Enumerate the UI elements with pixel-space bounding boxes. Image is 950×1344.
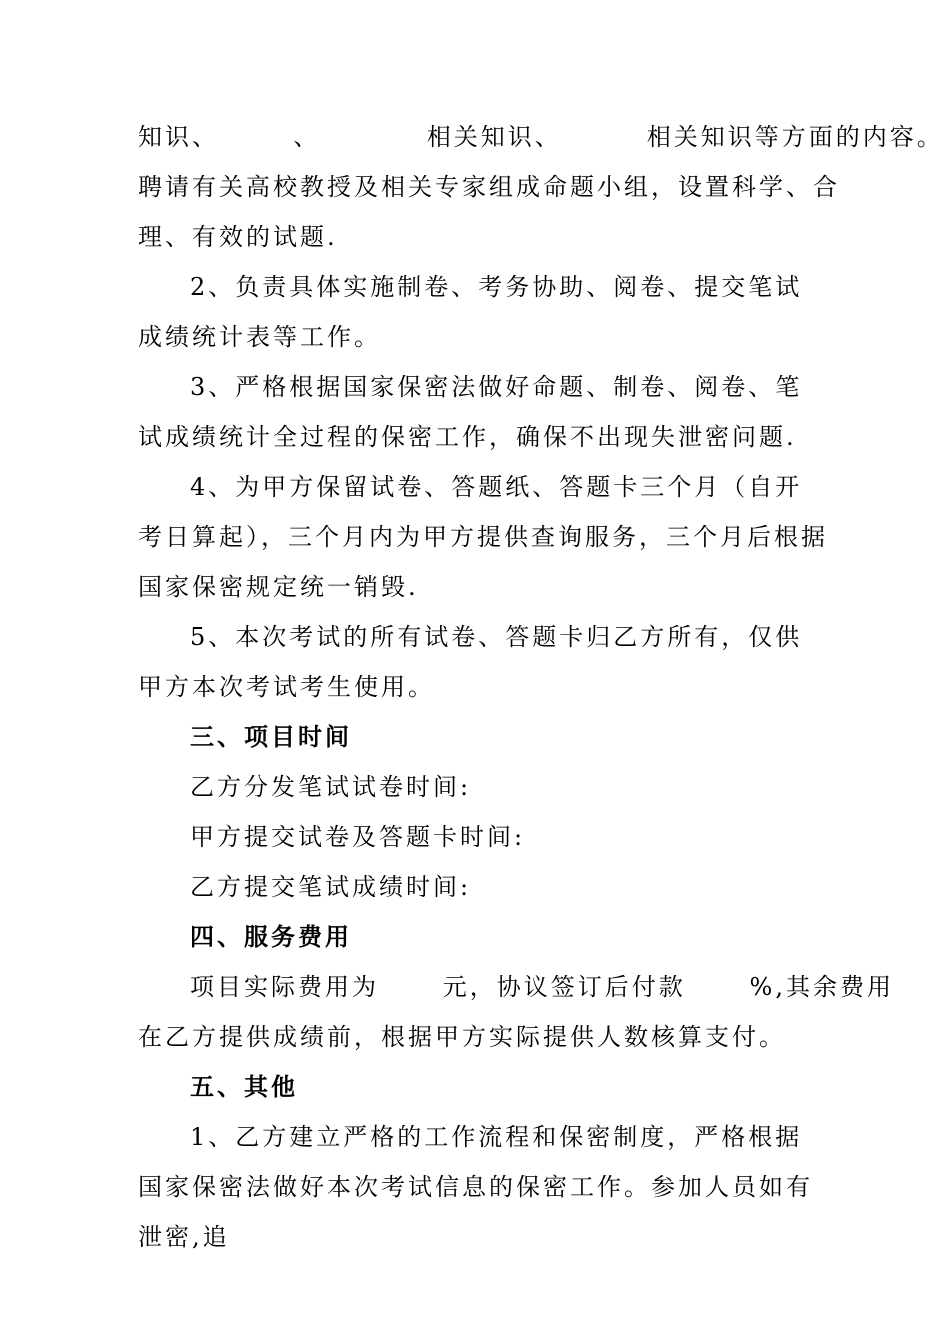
- schedule-line: 乙方提交笔试成绩时间:: [190, 873, 472, 901]
- paragraph-line: 知识、 、 相关知识、 相关知识等方面的内容。: [138, 123, 944, 151]
- fees-line: 在乙方提供成绩前，根据甲方实际提供人数核算支付。: [138, 1023, 786, 1051]
- paragraph-item-4: 4、为甲方保留试卷、答题纸、答题卡三个月（自开考日算起），三个月内为甲方提供查询服务，三个月后根据国家保密规定统一销毁.: [138, 473, 828, 601]
- section-heading-other: 五、其他: [190, 1073, 298, 1101]
- paragraph-line: 聘请有关高校教授及相关专家组成命题小组，设置科学、合: [138, 173, 840, 201]
- schedule-line: 甲方提交试卷及答题卡时间:: [190, 823, 526, 851]
- section-heading-fees: 四、服务费用: [190, 923, 352, 951]
- schedule-line: 乙方分发笔试试卷时间:: [190, 773, 472, 801]
- fees-line: 项目实际费用为 元，协议签订后付款 %,其余费用: [190, 973, 894, 1001]
- paragraph-item-2: 2、负责具体实施制卷、考务协助、阅卷、提交笔试成绩统计表等工作。: [138, 273, 803, 351]
- document-body: [138, 112, 944, 1262]
- paragraph-item-5: 5、本次考试的所有试卷、答题卡归乙方所有，仅供甲方本次考试考生使用。: [138, 623, 803, 701]
- paragraph-line: 理、有效的试题.: [138, 223, 338, 251]
- other-paragraph-1: 1、乙方建立严格的工作流程和保密制度，严格根据国家保密法做好本次考试信息的保密工作。参加人员如有泄密,追: [138, 1123, 813, 1251]
- section-heading-schedule: 三、项目时间: [190, 723, 352, 751]
- paragraph-item-3: 3、严格根据国家保密法做好命题、制卷、阅卷、笔试成绩统计全过程的保密工作，确保不出现失泄密问题.: [138, 373, 803, 451]
